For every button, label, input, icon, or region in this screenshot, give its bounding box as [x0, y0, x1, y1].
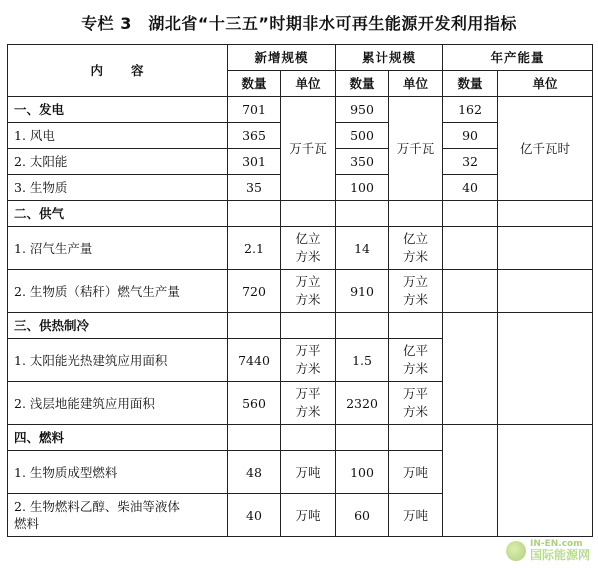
empty-cell [281, 425, 336, 451]
empty-cell [443, 201, 498, 227]
cell-annual-qty: 90 [443, 123, 498, 149]
cell-new-unit: 万吨 [281, 494, 336, 537]
cell-cum-unit [389, 227, 443, 270]
cell-annual-qty: 32 [443, 149, 498, 175]
unit-line-2: 方米 [295, 249, 321, 264]
header-new-qty: 数量 [228, 71, 281, 97]
header-new-unit: 单位 [281, 71, 336, 97]
unit-line-2: 方米 [295, 292, 321, 307]
empty-cell [498, 425, 593, 537]
empty-cell [443, 270, 498, 313]
cell-cum-unit: 万吨 [389, 494, 443, 537]
row-label: 1. 沼气生产量 [8, 227, 228, 270]
cell-cum-qty: 1.5 [336, 339, 389, 382]
unit-line-1: 亿立 [403, 231, 429, 246]
empty-cell [498, 201, 593, 227]
empty-cell [336, 425, 389, 451]
cell-cum-qty: 350 [336, 149, 389, 175]
header-cum-unit: 单位 [389, 71, 443, 97]
row-label: 3. 生物质 [8, 175, 228, 201]
header-cum-qty: 数量 [336, 71, 389, 97]
empty-cell [228, 201, 281, 227]
table-title: 专栏 3 湖北省“十三五”时期非水可再生能源开发利用指标 [81, 13, 517, 33]
unit-line-2: 方米 [295, 404, 321, 419]
cell-cum-qty: 14 [336, 227, 389, 270]
cell-cum-unit [389, 270, 443, 313]
row-label: 2. 生物质（秸秆）燃气生产量 [8, 270, 228, 313]
section-power: 一、发电 [8, 97, 228, 123]
cell-new-qty: 7440 [228, 339, 281, 382]
cell-new-qty: 40 [228, 494, 281, 537]
cell-new-qty: 2.1 [228, 227, 281, 270]
header-new-scale: 新增规模 [228, 45, 336, 71]
header-annual-unit: 单位 [498, 71, 593, 97]
header-annual-qty: 数量 [443, 71, 498, 97]
cell-cum-qty: 2320 [336, 382, 389, 425]
cell-new-qty: 301 [228, 149, 281, 175]
cell-new-unit [281, 339, 336, 382]
empty-cell [498, 270, 593, 313]
cell-new-qty: 701 [228, 97, 281, 123]
cell-cum-qty: 60 [336, 494, 389, 537]
cell-cum-unit [389, 339, 443, 382]
unit-line-1: 万平 [295, 343, 321, 358]
indicator-table [7, 44, 593, 537]
cell-new-unit [281, 382, 336, 425]
cell-cum-qty: 500 [336, 123, 389, 149]
table-row [8, 227, 593, 270]
watermark-text [530, 539, 590, 562]
section-row [8, 201, 593, 227]
empty-cell [443, 227, 498, 270]
empty-cell [389, 313, 443, 339]
empty-cell [389, 425, 443, 451]
section-row [8, 313, 593, 339]
section-heat: 三、供热制冷 [8, 313, 228, 339]
unit-line-2: 方米 [403, 292, 429, 307]
row-label: 2. 太阳能 [8, 149, 228, 175]
row-label [8, 494, 228, 537]
unit-line-2: 方米 [295, 361, 321, 376]
cell-annual-qty: 162 [443, 97, 498, 123]
cell-new-qty: 48 [228, 451, 281, 494]
cell-cum-unit: 万吨 [389, 451, 443, 494]
row-label-line-2: 燃料 [14, 516, 40, 531]
cell-cum-qty: 950 [336, 97, 389, 123]
watermark-line-1: IN-EN.com [529, 539, 583, 549]
unit-line-1: 亿平 [403, 343, 429, 358]
unit-line-2: 方米 [403, 404, 429, 419]
watermark-line-2: 国际能源网 [529, 548, 590, 562]
section-gas: 二、供气 [8, 201, 228, 227]
empty-cell [498, 313, 593, 425]
cell-new-qty: 720 [228, 270, 281, 313]
empty-cell [389, 201, 443, 227]
cell-cum-unit: 万千瓦 [389, 97, 443, 201]
header-content: 内 容 [8, 45, 228, 97]
cell-new-unit [281, 270, 336, 313]
unit-line-1: 亿立 [295, 231, 321, 246]
cell-new-unit [281, 227, 336, 270]
empty-cell [443, 425, 498, 537]
section-row [8, 425, 593, 451]
cell-cum-qty: 100 [336, 175, 389, 201]
cell-annual-qty: 40 [443, 175, 498, 201]
section-fuel: 四、燃料 [8, 425, 228, 451]
table-row [8, 270, 593, 313]
cell-new-unit: 万千瓦 [281, 97, 336, 201]
row-label: 1. 太阳能光热建筑应用面积 [8, 339, 228, 382]
header-row-groups [8, 45, 593, 71]
unit-line-1: 万立 [295, 274, 321, 289]
unit-line-1: 万平 [403, 386, 429, 401]
empty-cell [281, 201, 336, 227]
cell-new-qty: 560 [228, 382, 281, 425]
header-cumulative-scale: 累计规模 [336, 45, 443, 71]
cell-new-unit: 万吨 [281, 451, 336, 494]
empty-cell [228, 313, 281, 339]
empty-cell [336, 201, 389, 227]
unit-line-1: 万平 [295, 386, 321, 401]
cell-new-qty: 35 [228, 175, 281, 201]
cell-annual-unit: 亿千瓦时 [498, 97, 593, 201]
row-label-line-1: 2. 生物燃料乙醇、柴油等液体 [14, 499, 180, 514]
header-annual-output: 年产能量 [443, 45, 593, 71]
table-row [8, 97, 593, 123]
unit-line-2: 方米 [403, 361, 429, 376]
cell-cum-qty: 100 [336, 451, 389, 494]
empty-cell [281, 313, 336, 339]
cell-cum-unit [389, 382, 443, 425]
cell-new-qty: 365 [228, 123, 281, 149]
empty-cell [498, 227, 593, 270]
empty-cell [443, 313, 498, 425]
watermark [506, 539, 590, 562]
row-label: 2. 浅层地能建筑应用面积 [8, 382, 228, 425]
unit-line-2: 方米 [403, 249, 429, 264]
in-en-logo-icon [506, 541, 526, 561]
unit-line-1: 万立 [403, 274, 429, 289]
cell-cum-qty: 910 [336, 270, 389, 313]
row-label: 1. 生物质成型燃料 [8, 451, 228, 494]
row-label: 1. 风电 [8, 123, 228, 149]
empty-cell [228, 425, 281, 451]
empty-cell [336, 313, 389, 339]
